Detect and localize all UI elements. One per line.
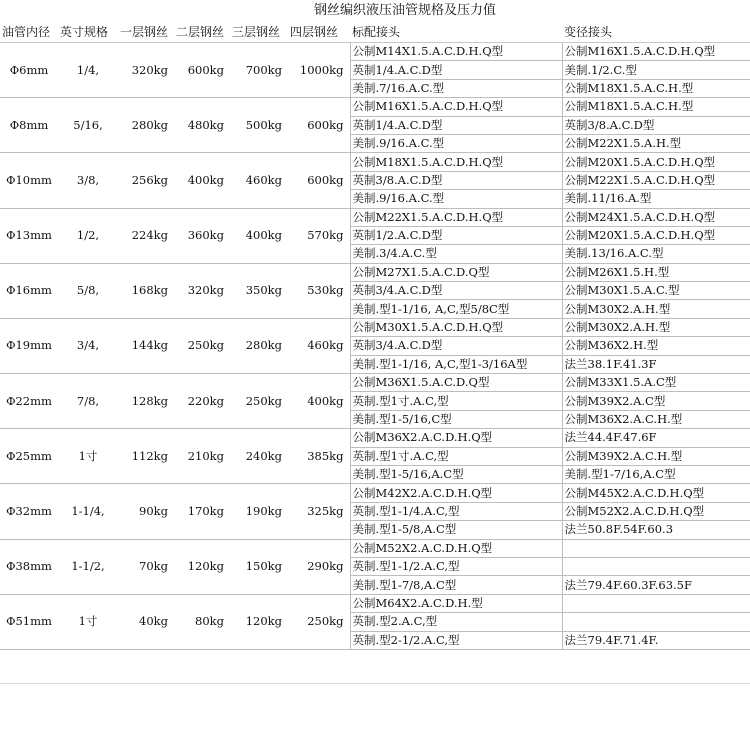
three-layer-pressure-cell: 500kg <box>230 98 288 153</box>
reducer-fitting-cell: 美制.11/16.A.型 <box>562 190 750 208</box>
hose-diameter-cell: Φ8mm <box>0 98 58 153</box>
one-layer-pressure-cell: 128kg <box>118 374 174 429</box>
reducer-fitting-cell: 美制.型1-7/16,A.C型 <box>562 465 750 483</box>
four-layer-pressure-cell: 400kg <box>288 374 350 429</box>
header-cell: 变径接头 <box>562 22 750 43</box>
one-layer-pressure-cell: 40kg <box>118 594 174 649</box>
standard-fitting-cell: 英制.型1寸.A.C,型 <box>350 392 562 410</box>
table-row <box>0 98 750 116</box>
spec-table <box>0 22 750 650</box>
inch-size-cell: 1-1/2, <box>58 539 118 594</box>
standard-fitting-cell: 美制.型1-1/16, A,C,型5/8C型 <box>350 300 562 318</box>
reducer-fitting-cell: 公制M16X1.5.A.C.D.H.Q型 <box>562 43 750 61</box>
standard-fitting-cell: 美制.9/16.A.C.型 <box>350 134 562 152</box>
three-layer-pressure-cell: 350kg <box>230 263 288 318</box>
three-layer-pressure-cell: 150kg <box>230 539 288 594</box>
three-layer-pressure-cell: 400kg <box>230 208 288 263</box>
inch-size-cell: 1-1/4, <box>58 484 118 539</box>
hose-diameter-cell: Φ13mm <box>0 208 58 263</box>
inch-size-cell: 5/8, <box>58 263 118 318</box>
table-row <box>0 208 750 226</box>
inch-size-cell: 5/16, <box>58 98 118 153</box>
table-row <box>0 318 750 336</box>
bottom-divider <box>0 683 750 684</box>
standard-fitting-cell: 公制M36X1.5.A.C.D.Q型 <box>350 374 562 392</box>
hose-diameter-cell: Φ6mm <box>0 43 58 98</box>
one-layer-pressure-cell: 112kg <box>118 429 174 484</box>
standard-fitting-cell: 英制.型1-1/2.A.C,型 <box>350 557 562 575</box>
reducer-fitting-cell: 公制M33X1.5.A.C型 <box>562 374 750 392</box>
reducer-fitting-cell: 法兰79.4F.71.4F. <box>562 631 750 649</box>
two-layer-pressure-cell: 600kg <box>174 43 230 98</box>
standard-fitting-cell: 美制.型1-5/16,A.C型 <box>350 465 562 483</box>
four-layer-pressure-cell: 600kg <box>288 153 350 208</box>
standard-fitting-cell: 公制M16X1.5.A.C.D.H.Q型 <box>350 98 562 116</box>
hose-diameter-cell: Φ32mm <box>0 484 58 539</box>
reducer-fitting-cell: 公制M22X1.5.A.H.型 <box>562 134 750 152</box>
one-layer-pressure-cell: 90kg <box>118 484 174 539</box>
reducer-fitting-cell: 公制M39X2.A.C.H.型 <box>562 447 750 465</box>
two-layer-pressure-cell: 400kg <box>174 153 230 208</box>
two-layer-pressure-cell: 170kg <box>174 484 230 539</box>
table-row <box>0 43 750 61</box>
standard-fitting-cell: 公制M36X2.A.C.D.H.Q型 <box>350 429 562 447</box>
reducer-fitting-cell <box>562 613 750 631</box>
standard-fitting-cell: 公制M30X1.5.A.C.D.H.Q型 <box>350 318 562 336</box>
reducer-fitting-cell: 公制M45X2.A.C.D.H.Q型 <box>562 484 750 502</box>
one-layer-pressure-cell: 168kg <box>118 263 174 318</box>
two-layer-pressure-cell: 320kg <box>174 263 230 318</box>
reducer-fitting-cell: 公制M26X1.5.H.型 <box>562 263 750 281</box>
hose-diameter-cell: Φ38mm <box>0 539 58 594</box>
one-layer-pressure-cell: 256kg <box>118 153 174 208</box>
reducer-fitting-cell <box>562 539 750 557</box>
reducer-fitting-cell: 公制M20X1.5.A.C.D.H.Q型 <box>562 153 750 171</box>
one-layer-pressure-cell: 320kg <box>118 43 174 98</box>
three-layer-pressure-cell: 700kg <box>230 43 288 98</box>
header-cell: 二层钢丝 <box>174 22 230 43</box>
standard-fitting-cell: 英制.型1寸.A.C,型 <box>350 447 562 465</box>
standard-fitting-cell: 美制.7/16.A.C.型 <box>350 79 562 97</box>
hose-diameter-cell: Φ51mm <box>0 594 58 649</box>
reducer-fitting-cell: 美制.1/2.C.型 <box>562 61 750 79</box>
standard-fitting-cell: 美制.型1-1/16, A,C,型1-3/16A型 <box>350 355 562 373</box>
header-cell: 一层钢丝 <box>118 22 174 43</box>
standard-fitting-cell: 公制M22X1.5.A.C.D.H.Q型 <box>350 208 562 226</box>
reducer-fitting-cell <box>562 557 750 575</box>
table-row <box>0 539 750 557</box>
standard-fitting-cell: 公制M52X2.A.C.D.H.Q型 <box>350 539 562 557</box>
reducer-fitting-cell: 法兰38.1F.41.3F <box>562 355 750 373</box>
table-body <box>0 43 750 650</box>
header-cell: 四层钢丝 <box>288 22 350 43</box>
table-row <box>0 594 750 612</box>
standard-fitting-cell: 英制.型2.A.C,型 <box>350 613 562 631</box>
four-layer-pressure-cell: 460kg <box>288 318 350 373</box>
four-layer-pressure-cell: 570kg <box>288 208 350 263</box>
standard-fitting-cell: 英制3/8.A.C.D型 <box>350 171 562 189</box>
inch-size-cell: 1寸 <box>58 594 118 649</box>
standard-fitting-cell: 美制.3/4.A.C.型 <box>350 245 562 263</box>
inch-size-cell: 3/8, <box>58 153 118 208</box>
standard-fitting-cell: 美制.型1-5/8,A.C型 <box>350 521 562 539</box>
reducer-fitting-cell: 法兰50.8F.54F.60.3 <box>562 521 750 539</box>
reducer-fitting-cell: 法兰44.4F.47.6F <box>562 429 750 447</box>
header-cell: 标配接头 <box>350 22 562 43</box>
standard-fitting-cell: 英制1/4.A.C.D型 <box>350 61 562 79</box>
reducer-fitting-cell: 公制M36X2.H.型 <box>562 337 750 355</box>
header-cell: 油管内径 <box>0 22 58 43</box>
inch-size-cell: 3/4, <box>58 318 118 373</box>
standard-fitting-cell: 英制1/2.A.C.D型 <box>350 226 562 244</box>
reducer-fitting-cell: 美制.13/16.A.C.型 <box>562 245 750 263</box>
three-layer-pressure-cell: 280kg <box>230 318 288 373</box>
two-layer-pressure-cell: 220kg <box>174 374 230 429</box>
inch-size-cell: 1/2, <box>58 208 118 263</box>
standard-fitting-cell: 公制M42X2.A.C.D.H.Q型 <box>350 484 562 502</box>
hose-diameter-cell: Φ22mm <box>0 374 58 429</box>
two-layer-pressure-cell: 480kg <box>174 98 230 153</box>
three-layer-pressure-cell: 240kg <box>230 429 288 484</box>
standard-fitting-cell: 美制.9/16.A.C.型 <box>350 190 562 208</box>
one-layer-pressure-cell: 144kg <box>118 318 174 373</box>
reducer-fitting-cell: 公制M36X2.A.C.H.型 <box>562 410 750 428</box>
three-layer-pressure-cell: 190kg <box>230 484 288 539</box>
four-layer-pressure-cell: 530kg <box>288 263 350 318</box>
standard-fitting-cell: 英制.型1-1/4.A.C,型 <box>350 502 562 520</box>
table-row <box>0 263 750 281</box>
reducer-fitting-cell: 公制M30X2.A.H.型 <box>562 300 750 318</box>
standard-fitting-cell: 美制.型1-7/8,A.C型 <box>350 576 562 594</box>
reducer-fitting-cell: 公制M18X1.5.A.C.H.型 <box>562 98 750 116</box>
header-cell: 三层钢丝 <box>230 22 288 43</box>
standard-fitting-cell: 公制M27X1.5.A.C.D.Q型 <box>350 263 562 281</box>
four-layer-pressure-cell: 290kg <box>288 539 350 594</box>
spec-sheet <box>0 22 750 650</box>
inch-size-cell: 1/4, <box>58 43 118 98</box>
header-row <box>0 22 750 43</box>
four-layer-pressure-cell: 385kg <box>288 429 350 484</box>
table-row <box>0 484 750 502</box>
two-layer-pressure-cell: 250kg <box>174 318 230 373</box>
two-layer-pressure-cell: 80kg <box>174 594 230 649</box>
two-layer-pressure-cell: 120kg <box>174 539 230 594</box>
table-row <box>0 374 750 392</box>
four-layer-pressure-cell: 325kg <box>288 484 350 539</box>
standard-fitting-cell: 英制3/4.A.C.D型 <box>350 337 562 355</box>
four-layer-pressure-cell: 250kg <box>288 594 350 649</box>
reducer-fitting-cell: 公制M52X2.A.C.D.H.Q型 <box>562 502 750 520</box>
hose-diameter-cell: Φ19mm <box>0 318 58 373</box>
reducer-fitting-cell: 公制M30X1.5.A.C.型 <box>562 282 750 300</box>
one-layer-pressure-cell: 280kg <box>118 98 174 153</box>
header-cell: 英寸规格 <box>58 22 118 43</box>
reducer-fitting-cell: 公制M39X2.A.C型 <box>562 392 750 410</box>
standard-fitting-cell: 英制1/4.A.C.D型 <box>350 116 562 134</box>
reducer-fitting-cell <box>562 594 750 612</box>
hose-diameter-cell: Φ10mm <box>0 153 58 208</box>
reducer-fitting-cell: 公制M20X1.5.A.C.D.H.Q型 <box>562 226 750 244</box>
standard-fitting-cell: 公制M18X1.5.A.C.D.H.Q型 <box>350 153 562 171</box>
table-row <box>0 429 750 447</box>
reducer-fitting-cell: 公制M30X2.A.H.型 <box>562 318 750 336</box>
two-layer-pressure-cell: 210kg <box>174 429 230 484</box>
inch-size-cell: 1寸 <box>58 429 118 484</box>
two-layer-pressure-cell: 360kg <box>174 208 230 263</box>
standard-fitting-cell: 美制.型1-5/16,C型 <box>350 410 562 428</box>
standard-fitting-cell: 英制3/4.A.C.D型 <box>350 282 562 300</box>
inch-size-cell: 7/8, <box>58 374 118 429</box>
standard-fitting-cell: 公制M64X2.A.C.D.H.型 <box>350 594 562 612</box>
table-row <box>0 153 750 171</box>
three-layer-pressure-cell: 460kg <box>230 153 288 208</box>
hose-diameter-cell: Φ16mm <box>0 263 58 318</box>
three-layer-pressure-cell: 250kg <box>230 374 288 429</box>
reducer-fitting-cell: 公制M24X1.5.A.C.D.H.Q型 <box>562 208 750 226</box>
reducer-fitting-cell: 英制3/8.A.C.D型 <box>562 116 750 134</box>
three-layer-pressure-cell: 120kg <box>230 594 288 649</box>
four-layer-pressure-cell: 600kg <box>288 98 350 153</box>
hose-diameter-cell: Φ25mm <box>0 429 58 484</box>
four-layer-pressure-cell: 1000kg <box>288 43 350 98</box>
standard-fitting-cell: 公制M14X1.5.A.C.D.H.Q型 <box>350 43 562 61</box>
reducer-fitting-cell: 公制M22X1.5.A.C.D.H.Q型 <box>562 171 750 189</box>
reducer-fitting-cell: 法兰79.4F.60.3F.63.5F <box>562 576 750 594</box>
one-layer-pressure-cell: 224kg <box>118 208 174 263</box>
reducer-fitting-cell: 公制M18X1.5.A.C.H.型 <box>562 79 750 97</box>
standard-fitting-cell: 英制.型2-1/2.A.C,型 <box>350 631 562 649</box>
one-layer-pressure-cell: 70kg <box>118 539 174 594</box>
sheet-title: 钢丝编织液压油管规格及压力值 <box>313 3 496 18</box>
